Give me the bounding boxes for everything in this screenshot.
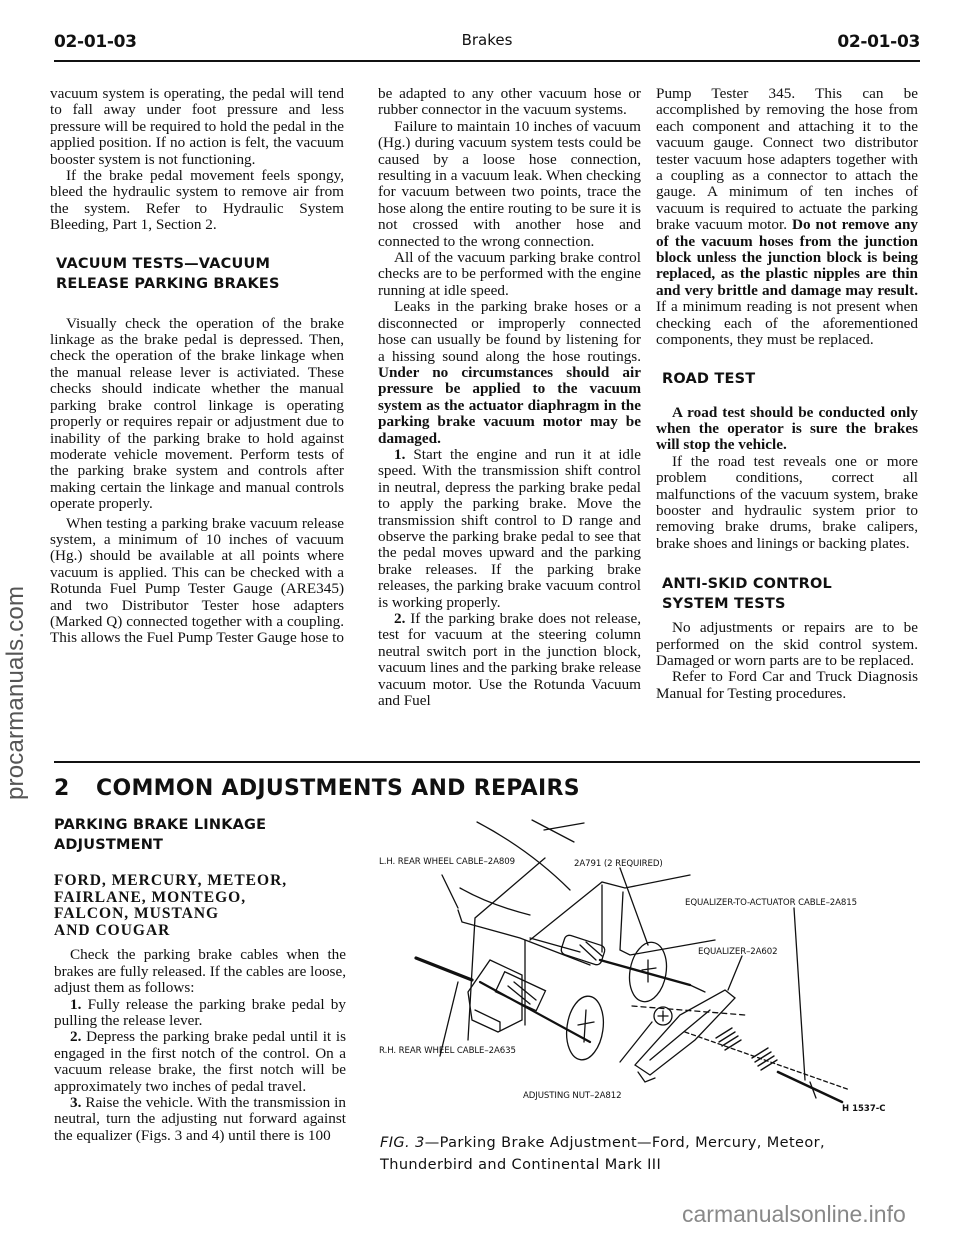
page-title: Brakes	[461, 31, 513, 49]
label-lh-rear-wheel-cable: L.H. REAR WHEEL CABLE–2A809	[379, 857, 515, 867]
step-1	[378, 447, 641, 611]
heading-line: ANTI-SKID CONTROL	[662, 576, 832, 593]
page-header	[54, 28, 920, 62]
step-number: 3.	[70, 1094, 82, 1112]
label-2a791: 2A791 (2 REQUIRED)	[574, 859, 663, 869]
step-2	[54, 1029, 346, 1095]
step-2	[378, 611, 641, 709]
section-heading-road-test: ROAD TEST	[662, 370, 756, 387]
section-number-right: 02-01-03	[837, 32, 920, 52]
text-column-4	[54, 873, 346, 1144]
figure-id: H 1537-C	[842, 1104, 886, 1114]
paragraph: When testing a parking brake vacuum release system, a minimum of 10 inches of vacuum (Hg.) should be available at all points where vacuum is applied. This can be checked with a Rotunda Fuel Pump Tester Gauge (ARE345) and two Distributor Tester hose adapters (Marked Q) connected together with a coupling. This allows the Fuel Pump Tester Gauge hose to	[50, 514, 344, 647]
warning-text: A road test should be conducted only when the operator is sure the brakes will stop the vehicle.	[656, 403, 918, 454]
heading-line: VACUUM TESTS—VACUUM	[56, 255, 271, 272]
heading-line: FAIRLANE, MONTEGO,	[54, 888, 247, 906]
step-number: 2.	[394, 610, 406, 627]
heading-line: ADJUSTMENT	[54, 837, 164, 853]
label-equalizer: EQUALIZER–2A602	[698, 947, 778, 957]
step-text: Start the engine and run it at idle speed. With the transmission shift control in neutral, depress the parking brake pedal to apply the parking brake. Move the transmission shift control to D range and observe the parking brake pedal to see that the pedal moves upward and the parking brake releases. If the parking brake releases, the parking brake vacuum control is working properly.	[378, 445, 641, 611]
heading-line: PARKING BRAKE LINKAGE	[54, 817, 267, 833]
text-column-3	[656, 86, 918, 702]
step-text: Fully release the parking brake pedal by pulling the release lever.	[54, 995, 346, 1029]
paragraph: No adjustments or repairs are to be performed on the skid control system. Damaged or worn parts are to be replaced.	[656, 619, 918, 669]
figure-caption	[380, 1132, 920, 1176]
text-column-2	[378, 86, 641, 709]
heading-line: AND COUGAR	[54, 921, 171, 939]
paragraph: If the brake pedal movement feels spongy, bleed the hydraulic system to remove air from the system. Refer to Hydraulic System Bleeding, Part 1, Section 2.	[50, 167, 344, 234]
heading-line: FALCON, MUSTANG	[54, 905, 220, 923]
paragraph-warning	[656, 86, 918, 349]
step-number: 2.	[70, 1028, 82, 1046]
figure-3-parking-brake-diagram	[380, 810, 920, 1110]
section-number-left: 02-01-03	[54, 32, 137, 52]
model-applicability-heading	[54, 873, 346, 939]
step-text: If the parking brake does not release, test for vacuum at the steering column neutral switch port in the junction block, vacuum lines and the parking brake release vacuum motor. Use the Rotunda Vacuum and Fuel	[378, 610, 641, 710]
text: If a minimum reading is not present when checking each of the aforementioned components, they must be replaced.	[656, 298, 918, 349]
step-3	[54, 1095, 346, 1144]
label-rh-rear-wheel-cable: R.H. REAR WHEEL CABLE–2A635	[379, 1046, 516, 1056]
subsection-heading-parking-brake-linkage	[54, 815, 314, 855]
paragraph: If the road test reveals one or more problem conditions, correct all malfunctions of the vacuum system, brake booster and hydraulic system prior to removing brake drums, brake calipers, brake shoes and linings or backing plates.	[656, 452, 918, 552]
label-adjusting-nut: ADJUSTING NUT–2A812	[523, 1091, 622, 1101]
step-text: Raise the vehicle. With the transmission in neutral, turn the adjusting nut forward against the equalizer (Figs. 3 and 4) until there is 100	[54, 1094, 346, 1144]
text: Leaks in the parking brake hoses or a disconnected or improperly connected hose can usually be found by listening for a hissing sound along the hose routings.	[378, 298, 641, 365]
section-divider	[54, 761, 920, 763]
heading-line: FORD, MERCURY, METEOR,	[54, 872, 288, 889]
step-number: 1.	[70, 995, 82, 1013]
figure-number: FIG. 3	[380, 1135, 425, 1151]
text-column-1	[50, 86, 344, 647]
paragraph: Failure to maintain 10 inches of vacuum (Hg.) during vacuum system tests could be caused by a loose hose connection, resulting in a vacuum leak. When checking for vacuum between two points, trace the hose along the entire routing to be sure it is not crossed with another hose and connected to the wrong connection.	[378, 117, 641, 250]
footer-watermark: carmanualsonline.info	[682, 1201, 906, 1227]
section-2-number: 2	[54, 776, 70, 801]
paragraph-warning	[656, 405, 918, 454]
heading-line: RELEASE PARKING BRAKES	[56, 275, 280, 292]
side-watermark: procarmanuals.com	[2, 585, 29, 800]
paragraph: Refer to Ford Car and Truck Diagnosis Manual for Testing procedures.	[656, 668, 918, 702]
step-number: 1.	[394, 445, 406, 463]
parking-brake-illustration	[380, 810, 920, 1110]
heading-line: SYSTEM TESTS	[662, 596, 786, 613]
warning-text: Under no circumstances should air pressure be applied to the vacuum system as the actuator diaphragm in the parking brake vacuum motor may be damaged.	[378, 363, 641, 447]
text: Pump Tester 345. This can be accomplished by removing the hose from each component and attaching it to the vacuum gauge. Connect two distributor tester vacuum hose adapters together with a coupling as a connector to attach the gauge. A minimum of ten inches of vacuum is required to actuate the parking brake vacuum motor.	[656, 85, 918, 234]
paragraph: All of the vacuum parking brake control checks are to be performed with the engine running at idle speed.	[378, 249, 641, 299]
step-text: Depress the parking brake pedal until it is engaged in the first notch of the control. On a vacuum release brake, the first notch will be approximately two inches of pedal travel.	[54, 1028, 346, 1095]
label-equalizer-to-actuator-cable: EQUALIZER-TO-ACTUATOR CABLE–2A815	[685, 898, 858, 908]
paragraph-warning	[378, 299, 641, 447]
section-2-title: COMMON ADJUSTMENTS AND REPAIRS	[96, 776, 580, 801]
caption-text: —Parking Brake Adjustment—Ford, Mercury, Meteor, Thunderbird and Continental Mark III	[380, 1135, 826, 1173]
section-2-heading	[54, 776, 580, 801]
warning-text: Do not remove any of the vacuum hoses from the junction block unless the junction block is being replaced, as the plastic nipples are thin and very brittle and damage may result.	[656, 216, 918, 299]
section-heading-anti-skid	[662, 574, 918, 614]
paragraph: be adapted to any other vacuum hose or rubber connector in the vacuum systems.	[378, 85, 641, 119]
paragraph: vacuum system is operating, the pedal will tend to fall away under foot pressure and less pressure will be required to hold the pedal in the applied position. If no action is felt, the vacuum booster system is not functioning.	[50, 85, 344, 168]
paragraph: Visually check the operation of the brake linkage as the brake pedal is depressed. Then, check the operation of the brake linkage when the manual release lever is activiated. These checks should indicate whether the manual parking brake control linkage is operating properly or requires repair or adjustment due to inability of the parking brake to hold against moderate vehicle movement. Perform tests of the parking brake system and controls after making certain the linkage and manual controls operate properly.	[50, 314, 344, 513]
step-1	[54, 997, 346, 1030]
section-heading-vacuum-tests	[56, 254, 344, 294]
paragraph: Check the parking brake cables when the brakes are fully released. If the cables are loose, adjust them as follows:	[54, 946, 346, 997]
